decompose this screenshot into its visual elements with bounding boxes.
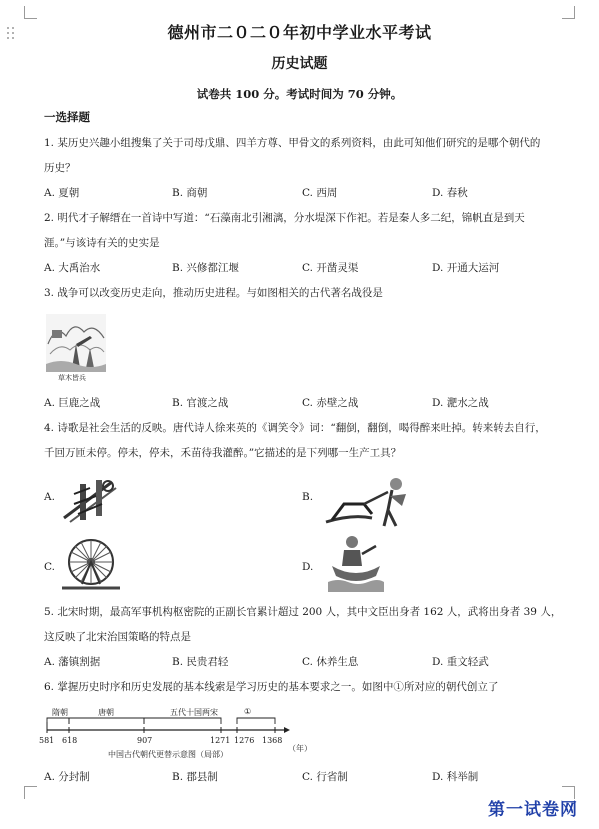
q1-option-a: A. 夏朝 bbox=[44, 187, 80, 199]
q1-line-2: 历史？ bbox=[44, 162, 76, 174]
q2-line-2: 涯。”与该诗有关的史实是 bbox=[44, 237, 160, 249]
q1-option-b: B. 商朝 bbox=[172, 187, 208, 199]
q6-option-a: A. 分封制 bbox=[44, 771, 90, 783]
q3-option-a: A. 巨鹿之战 bbox=[44, 397, 101, 409]
q3-option-d: D. 淝水之战 bbox=[432, 397, 489, 409]
q4-option-a-image bbox=[60, 474, 120, 526]
q2-line-1: 2. 明代才子解缙在一首诗中写道：“石藻南北引湘漓，分水堤深下作祀。若是秦人多二纪，锦帆直是到天 bbox=[44, 212, 525, 224]
timeline-year-1276: 1276 bbox=[234, 736, 255, 745]
timeline-year-1271: 1271 bbox=[210, 736, 231, 745]
exam-subtitle: 历史试题 bbox=[271, 56, 328, 72]
crop-mark-top-right bbox=[562, 6, 575, 19]
q4-line-2: 千回万匝未停。停未，停未，禾苗待我灌醉。”它描述的是下列哪一生产工具？ bbox=[44, 447, 402, 459]
timeline-period-sui: 隋朝 bbox=[52, 708, 68, 717]
timeline-unit: （年） bbox=[288, 744, 312, 753]
q5-line-1: 5. 北宋时期，最高军事机构枢密院的正副长官累计超过 200 人，其中文臣出身者 162 人，武将出身者 39 人， bbox=[44, 606, 562, 618]
q5-option-a: A. 藩镇割据 bbox=[44, 656, 101, 668]
q4-option-d-image bbox=[328, 532, 384, 592]
q4-line-1: 4. 诗歌是社会生活的反映。唐代诗人徐来英的《调笑令》词：“翻倒，翻倒，喝得醉来吐掉。转来转去自行， bbox=[44, 422, 546, 434]
timeline-year-1368: 1368 bbox=[262, 736, 283, 745]
q5-option-b: B. 民贵君轻 bbox=[172, 656, 229, 668]
q4-option-b-image bbox=[322, 474, 414, 528]
q2-option-c: C. 开凿灵渠 bbox=[302, 262, 359, 274]
q3-option-c: C. 赤壁之战 bbox=[302, 397, 359, 409]
timeline-year-618: 618 bbox=[62, 736, 78, 745]
timeline-period-tang: 唐朝 bbox=[98, 708, 114, 717]
q3-line-1: 3. 战争可以改变历史走向，推动历史进程。与如图相关的古代著名战役是 bbox=[44, 287, 383, 299]
q6-line-1: 6. 掌握历史时序和历史发展的基本线索是学习历史的基本要求之一。如图中①所对应的朝代创立了 bbox=[44, 681, 499, 693]
crop-mark-top-left bbox=[24, 6, 37, 19]
q6-option-d: D. 科举制 bbox=[432, 771, 479, 783]
q1-line-1: 1. 某历史兴趣小组搜集了关于司母戊鼎、四羊方尊、甲骨文的系列资料，由此可知他们研究的是哪个朝代的 bbox=[44, 137, 541, 149]
q3-illustration-caption: 草木皆兵 bbox=[58, 374, 86, 382]
exam-info: 试卷共 100 分。考试时间为 70 分钟。 bbox=[196, 87, 403, 101]
q2-option-b: B. 兴修都江堰 bbox=[172, 262, 239, 274]
timeline-year-581: 581 bbox=[39, 736, 55, 745]
timeline-year-907: 907 bbox=[137, 736, 153, 745]
q4-option-c: C. bbox=[44, 561, 55, 573]
q2-option-a: A. 大禹治水 bbox=[44, 262, 101, 274]
q4-option-b: B. bbox=[302, 491, 314, 503]
q3-option-b: B. 官渡之战 bbox=[172, 397, 229, 409]
q1-option-d: D. 春秋 bbox=[432, 187, 468, 199]
q6-option-b: B. 郡县制 bbox=[172, 771, 218, 783]
q6-option-c: C. 行省制 bbox=[302, 771, 348, 783]
q4-option-c-image bbox=[62, 536, 120, 594]
q4-option-a: A. bbox=[44, 491, 55, 503]
timeline-period-marker: ① bbox=[244, 707, 252, 716]
timeline-caption: 中国古代朝代更替示意图（局部） bbox=[108, 750, 228, 759]
q5-option-d: D. 重文轻武 bbox=[432, 656, 489, 668]
q3-illustration bbox=[46, 314, 106, 382]
site-watermark: 第一试卷网 bbox=[488, 800, 578, 820]
crop-mark-bottom-left bbox=[24, 786, 37, 799]
exam-title: 德州市二０二０年初中学业水平考试 bbox=[167, 23, 432, 42]
q2-option-d: D. 开通大运河 bbox=[432, 262, 500, 274]
q5-line-2: 这反映了北宋治国策略的特点是 bbox=[44, 631, 191, 643]
q5-option-c: C. 休养生息 bbox=[302, 656, 359, 668]
timeline-period-song: 五代十国两宋 bbox=[170, 708, 218, 717]
section-heading: 一选择题 bbox=[44, 110, 90, 124]
q4-option-d: D. bbox=[302, 561, 314, 573]
q1-option-c: C. 西周 bbox=[302, 187, 338, 199]
